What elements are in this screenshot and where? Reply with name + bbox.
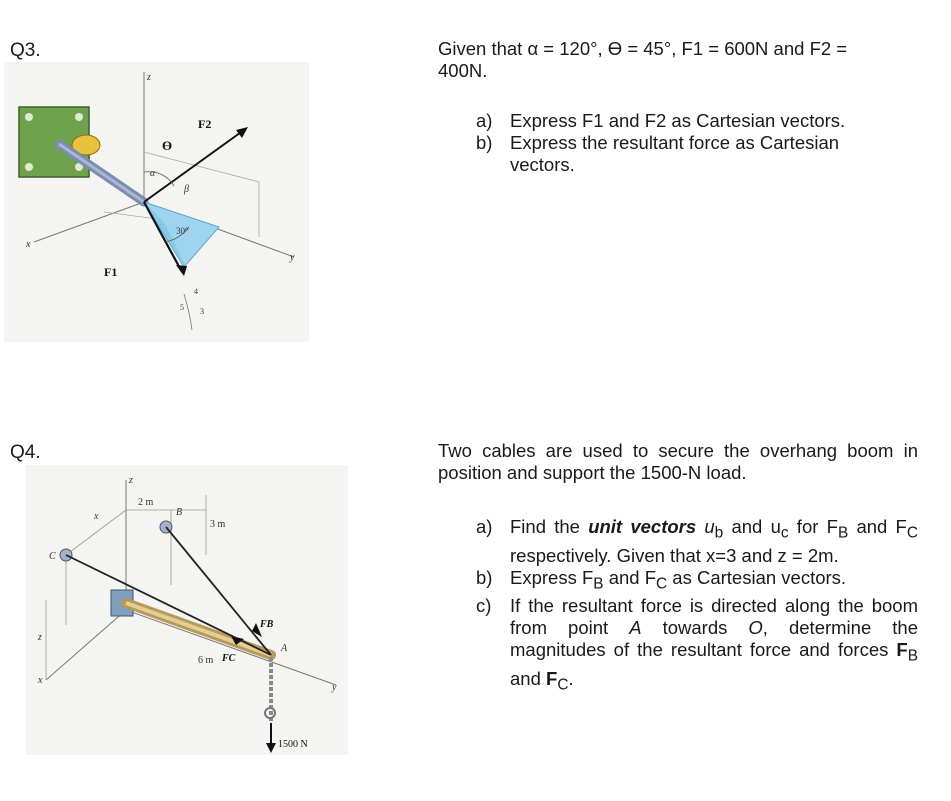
q4-x-dim-label: x <box>94 511 99 522</box>
q4-part-b-text <box>510 567 918 596</box>
q3-given-line-1: Given that α = 120°, ϴ = 45°, F1 = 600N and F2 = <box>438 38 848 59</box>
q4-part-b-text-1: Express F <box>510 566 594 588</box>
q4-part-a-marker: a) <box>476 516 493 537</box>
q4-part-c-sub-1: B <box>907 648 918 666</box>
q4-dim-6m: 6 m <box>198 655 214 666</box>
q4-part-a-text-3: and u <box>723 516 781 537</box>
q3-f2-label: F2 <box>198 117 212 131</box>
q4-dim-3m: 3 m <box>210 519 226 530</box>
q3-parts-list <box>476 110 908 176</box>
q3-z-axis-label: z <box>147 72 151 83</box>
q3-x-axis-label: x <box>26 239 31 250</box>
q3-part-b-text: Express the resultant force as Cartesian vectors. <box>510 132 840 175</box>
q3-slope-4-label: 4 <box>194 287 198 296</box>
q3-y-axis-label: y <box>290 252 295 263</box>
q4-part-c-text-1: If the resultant force is directed along the boom from point <box>510 595 918 639</box>
q4-point-a-label: A <box>281 643 288 654</box>
q4-part-a-text-4: for F <box>788 516 838 537</box>
q4-x-axis-label: x <box>38 675 43 686</box>
q4-part-c-text-3: , determine the magnitudes of the resultant force and forces <box>510 617 918 661</box>
q4-parts-list <box>476 516 918 697</box>
q3-beta-label: β <box>184 184 189 195</box>
q4-load-label: 1500 N <box>278 739 308 750</box>
q4-z-dim-label: z <box>38 632 42 643</box>
q4-part-b-text-3: as Cartesian vectors. <box>667 566 847 588</box>
q4-intro: Two cables are used to secure the overhang boom in position and support the 1500-N load. <box>438 440 918 483</box>
q4-part-a-text-6: respectively. Given that x=3 and z = 2m. <box>510 544 839 566</box>
q4-part-a-sub-2: c <box>780 524 789 542</box>
q3-figure <box>4 62 309 342</box>
q3-slope-5-label: 5 <box>180 303 184 312</box>
q4-part-a-text-5: and F <box>848 516 907 537</box>
q4-part-a-sub-1: b <box>714 524 724 542</box>
q3-theta-label: ϴ <box>162 138 173 153</box>
q3-part-b-marker: b) <box>476 132 493 153</box>
q4-fb-label: FB <box>260 619 274 630</box>
q4-part-b-marker: b) <box>476 566 493 588</box>
q4-part-a-sub-3: B <box>837 524 849 542</box>
q4-part-a <box>476 516 918 567</box>
q3-slope-3-label: 3 <box>200 307 204 316</box>
q3-part-b <box>476 132 908 176</box>
q4-point-b-label: B <box>176 507 183 518</box>
q4-part-c-point-a: A <box>629 617 642 639</box>
q4-dim-2m: 2 m <box>138 497 154 508</box>
q3-f1-label: F1 <box>104 265 118 279</box>
q4-part-c-fb: F <box>896 639 908 661</box>
q4-part-a-text <box>510 516 918 567</box>
q4-y-axis-label: y <box>332 682 337 693</box>
q3-alpha-label: α <box>150 168 156 179</box>
q3-part-a <box>476 110 908 132</box>
q3-part-a-marker: a) <box>476 110 493 131</box>
q3-angle-30-label: 30° <box>176 226 189 236</box>
q4-part-b <box>476 567 918 596</box>
q4-part-c-text-2: towards <box>641 617 749 639</box>
q4-part-c-point-o: O <box>748 617 763 639</box>
q4-part-a-sub-4: C <box>906 524 918 542</box>
q4-part-c-sub-2: C <box>557 676 569 694</box>
q4-part-c-text-4: and <box>510 668 547 690</box>
q4-point-c-label: C <box>49 551 56 562</box>
q4-part-c-text <box>510 595 918 696</box>
q4-label: Q4. <box>10 442 41 463</box>
q4-fc-label: FC <box>222 653 236 664</box>
q4-part-b-sub-1: B <box>593 575 604 593</box>
q4-part-a-bold: unit vectors <box>588 516 697 537</box>
q4-part-c <box>476 595 918 696</box>
q4-z-axis-label: z <box>129 475 133 486</box>
q4-part-b-sub-2: C <box>656 575 668 593</box>
q4-part-c-text-5: . <box>568 668 574 690</box>
q3-part-a-text: Express F1 and F2 as Cartesian vectors. <box>510 110 846 131</box>
q3-label: Q3. <box>10 40 41 61</box>
q3-given-line-2: 400N. <box>438 60 488 81</box>
q4-part-a-text-2: u <box>696 516 715 537</box>
q4-figure <box>26 465 348 755</box>
q4-part-b-text-2: and F <box>603 566 657 588</box>
q4-part-a-text-1: Find the <box>510 516 589 537</box>
q4-part-c-fc: F <box>546 668 558 690</box>
q4-part-c-marker: c) <box>476 595 492 617</box>
